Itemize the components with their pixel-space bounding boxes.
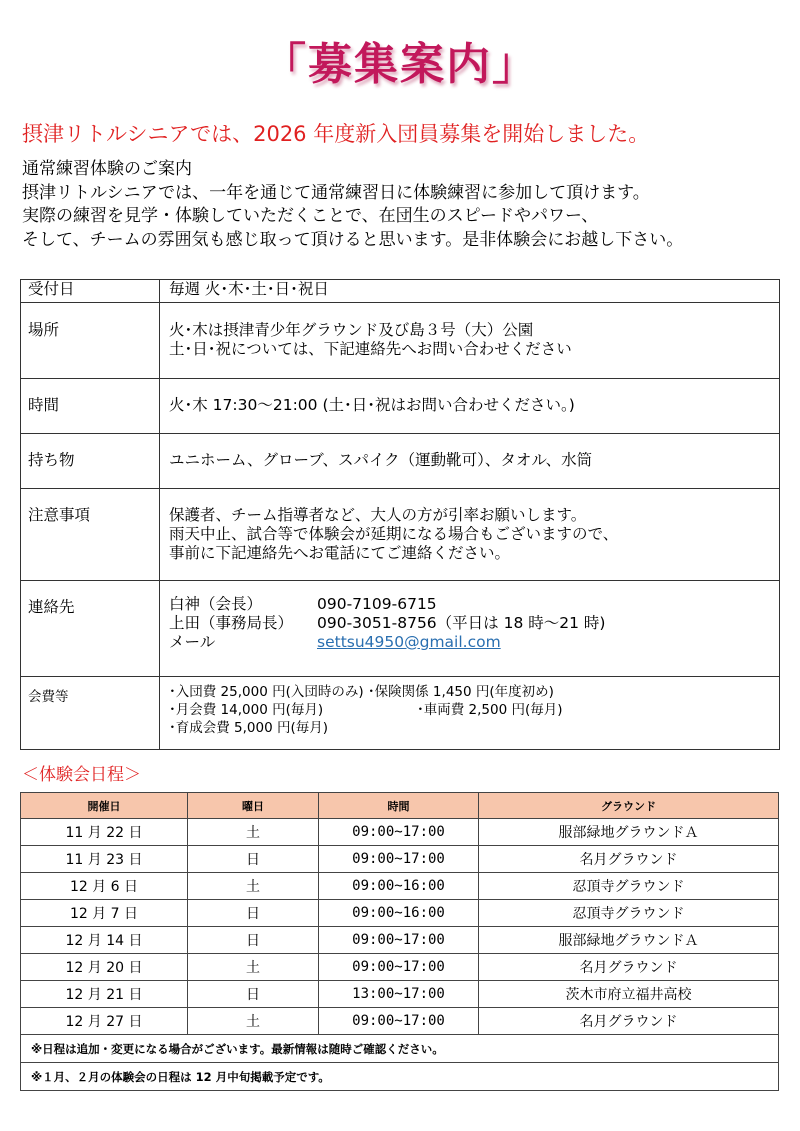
schedule-table <box>20 792 779 1091</box>
schedule-title: ＜体験会日程＞ <box>22 765 141 785</box>
schedule-date: 11 月 22 日 <box>21 819 188 846</box>
info-value: 毎週 火･木･土･日･祝日 <box>160 280 780 303</box>
info-row-fees <box>21 677 780 750</box>
table-row <box>21 1008 779 1035</box>
schedule-time: 13:00~17:00 <box>319 981 479 1008</box>
contact-name: 白神（会長） <box>169 595 263 613</box>
info-value: 火･木 17:30～21:00 (土･日･祝はお問い合わせください。) <box>160 379 780 434</box>
schedule-ground: 名月グラウンド <box>479 954 779 981</box>
info-label: 持ち物 <box>21 434 160 489</box>
contact-phone: 090-7109-6715 <box>317 595 437 613</box>
fee-line: ･育成会費 5,000 円(毎月) <box>169 720 329 736</box>
intro-line: 実際の練習を見学・体験していただくことで、在団生のスピードやパワー、 <box>22 206 599 226</box>
info-row-items <box>21 434 780 489</box>
schedule-time: 09:00~17:00 <box>319 819 479 846</box>
schedule-date: 12 月 27 日 <box>21 1008 188 1035</box>
schedule-day: 日 <box>188 981 319 1008</box>
schedule-day: 土 <box>188 1008 319 1035</box>
schedule-note-row <box>21 1063 779 1091</box>
schedule-time: 09:00~17:00 <box>319 1008 479 1035</box>
schedule-header: 曜日 <box>188 793 319 819</box>
schedule-note: ※日程は追加・変更になる場合がございます。最新情報は随時ご確認ください。 <box>21 1035 779 1063</box>
schedule-ground: 名月グラウンド <box>479 846 779 873</box>
contact-phone: 090-3051-8756（平日は 18 時～21 時) <box>317 614 606 632</box>
fee-item: ･月会費 14,000 円(毎月) <box>169 702 324 718</box>
schedule-day: 土 <box>188 873 319 900</box>
schedule-date: 12 月 14 日 <box>21 927 188 954</box>
schedule-ground: 名月グラウンド <box>479 1008 779 1035</box>
table-row <box>21 954 779 981</box>
schedule-day: 土 <box>188 819 319 846</box>
info-table <box>20 279 780 750</box>
info-line: 土･日･祝については、下記連絡先へお問い合わせください <box>169 340 572 358</box>
info-label: 場所 <box>21 303 160 379</box>
info-row-reception <box>21 280 780 303</box>
schedule-note: ※１月、２月の体験会の日程は 12 月中旬掲載予定です。 <box>21 1063 779 1091</box>
contact-row <box>169 633 779 652</box>
info-line: 雨天中止、試合等で体験会が延期になる場合もございますので、 <box>169 525 619 543</box>
intro-line: 摂津リトルシニアでは、一年を通じて通常練習日に体験練習に参加して頂けます。 <box>22 182 650 203</box>
schedule-time: 09:00~16:00 <box>319 873 479 900</box>
schedule-ground: 茨木市府立福井高校 <box>479 981 779 1008</box>
recruitment-headline: 摂津リトルシニアでは、2026 年度新入団員募集を開始しました。 <box>22 122 650 146</box>
schedule-time: 09:00~17:00 <box>319 954 479 981</box>
contact-name: 上田（事務局長） <box>169 614 294 632</box>
schedule-header-row <box>21 793 779 819</box>
info-label: 注意事項 <box>21 489 160 581</box>
schedule-note-row <box>21 1035 779 1063</box>
info-label: 連絡先 <box>21 581 160 677</box>
info-line: 保護者、チーム指導者など、大人の方が引率お願いします。 <box>169 506 587 524</box>
info-line: 事前に下記連絡先へお電話にてご連絡ください。 <box>169 544 511 562</box>
info-row-contact <box>21 581 780 677</box>
contact-row <box>169 614 779 633</box>
info-label: 受付日 <box>21 280 160 303</box>
schedule-date: 12 月 20 日 <box>21 954 188 981</box>
info-row-notes <box>21 489 780 581</box>
schedule-date: 12 月 7 日 <box>21 900 188 927</box>
schedule-ground: 忍頂寺グラウンド <box>479 900 779 927</box>
table-row <box>21 819 779 846</box>
schedule-header: 開催日 <box>21 793 188 819</box>
contact-row <box>169 595 779 614</box>
schedule-date: 12 月 21 日 <box>21 981 188 1008</box>
schedule-day: 土 <box>188 954 319 981</box>
schedule-day: 日 <box>188 927 319 954</box>
fee-item: ･車両費 2,500 円(毎月) <box>417 702 563 718</box>
info-value <box>160 489 780 581</box>
schedule-header: 時間 <box>319 793 479 819</box>
table-row <box>21 900 779 927</box>
schedule-ground: 服部緑地グラウンドＡ <box>479 819 779 846</box>
schedule-time: 09:00~17:00 <box>319 927 479 954</box>
table-row <box>21 981 779 1008</box>
email-link[interactable]: settsu4950@gmail.com <box>317 633 501 651</box>
contact-name: メール <box>169 633 216 651</box>
intro-line: そして、チームの雰囲気も感じ取って頂けると思います。是非体験会にお越し下さい。 <box>22 229 684 250</box>
page-title: 「募集案内」 <box>262 39 538 90</box>
table-row <box>21 927 779 954</box>
info-value <box>160 677 780 750</box>
info-row-place <box>21 303 780 379</box>
table-row <box>21 873 779 900</box>
info-value <box>160 303 780 379</box>
info-label: 会費等 <box>21 677 160 750</box>
schedule-date: 12 月 6 日 <box>21 873 188 900</box>
info-label: 時間 <box>21 379 160 434</box>
intro-text <box>22 158 683 252</box>
schedule-header: グラウンド <box>479 793 779 819</box>
fee-line <box>169 701 779 719</box>
info-line: 火･木は摂津青少年グラウンド及び島３号（大）公園 <box>169 321 534 339</box>
schedule-ground: 忍頂寺グラウンド <box>479 873 779 900</box>
table-row <box>21 846 779 873</box>
info-row-time <box>21 379 780 434</box>
schedule-time: 09:00~17:00 <box>319 846 479 873</box>
schedule-day: 日 <box>188 846 319 873</box>
intro-line: 通常練習体験のご案内 <box>22 159 192 179</box>
schedule-date: 11 月 23 日 <box>21 846 188 873</box>
fee-line: ･入団費 25,000 円(入団時のみ) ･保険関係 1,450 円(年度初め) <box>169 684 554 700</box>
info-value: ユニホーム、グローブ、スパイク（運動靴可）、タオル、水筒 <box>160 434 780 489</box>
info-value <box>160 581 780 677</box>
schedule-day: 日 <box>188 900 319 927</box>
schedule-ground: 服部緑地グラウンドＡ <box>479 927 779 954</box>
schedule-time: 09:00~16:00 <box>319 900 479 927</box>
